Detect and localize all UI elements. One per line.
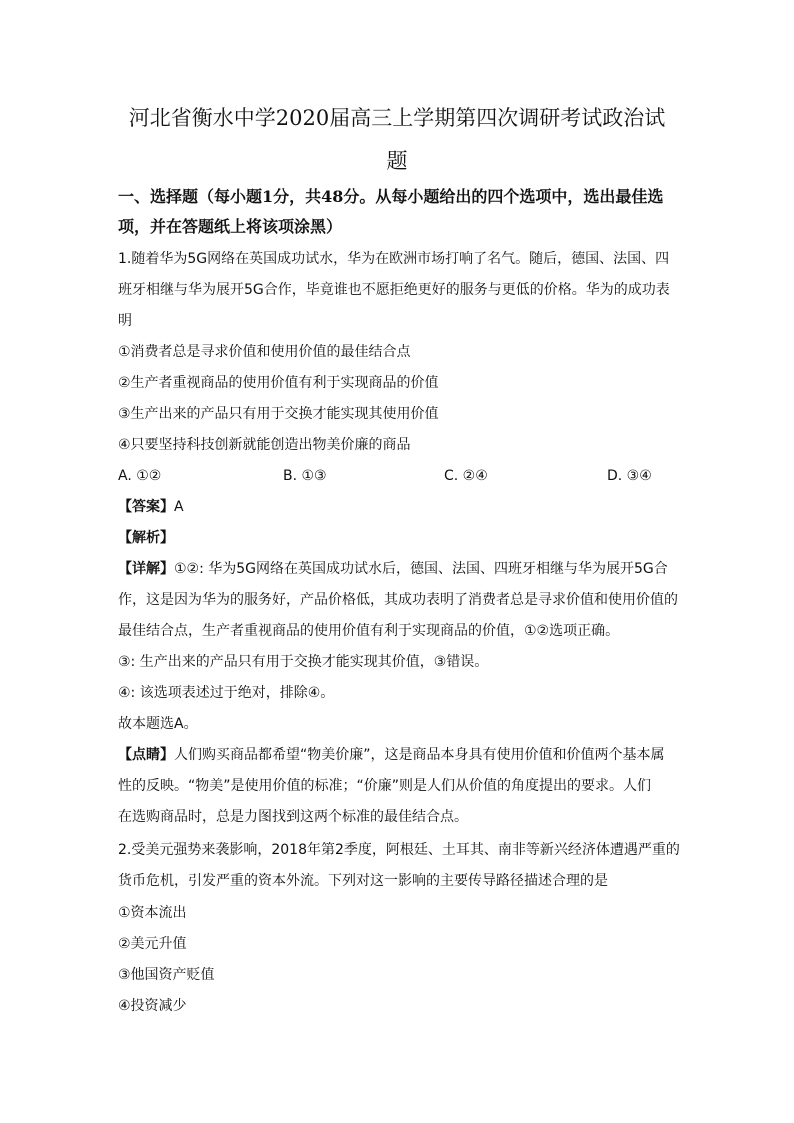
q1-option-c: C. ②④ (444, 468, 488, 484)
detail-label: 【详解】 (118, 561, 174, 577)
q1-stem-line-2: 班牙相继与华为展开5G合作，毕竟谁也不愿拒绝更好的服务与更低的价格。华为的成功表 (118, 282, 670, 298)
tip-label: 【点睛】 (118, 747, 174, 763)
q1-detail-line-6: 故本题选A。 (118, 716, 198, 732)
q1-stem-line-3: 明 (118, 313, 132, 329)
q1-item-4: ④只要坚持科技创新就能创造出物美价廉的商品 (118, 437, 411, 453)
q2-stem-line-1: 2.受美元强势来袭影响，2018年第2季度，阿根廷、土耳其、南非等新兴经济体遭遇严重的 (118, 842, 680, 858)
q1-item-1: ①消费者总是寻求价值和使用价值的最佳结合点 (118, 344, 411, 360)
q1-tip-line-3: 在选购商品时，总是力图找到这两个标准的最佳结合点。 (118, 809, 468, 825)
q1-analysis (118, 528, 174, 548)
section-heading-line-2: 项，并在答题纸上将该项涂黑） (118, 217, 343, 236)
q1-detail-line-3: 最佳结合点，生产者重视商品的使用价值有利于实现商品的价值，①②选项正确。 (118, 623, 620, 639)
q1-item-2: ②生产者重视商品的使用价值有利于实现商品的价值 (118, 375, 439, 391)
q1-option-d: D. ③④ (607, 468, 652, 484)
section-heading-line-1: 一、选择题（每小题1分，共48分。从每小题给出的四个选项中，选出最佳选 (118, 187, 664, 206)
q1-answer (118, 497, 184, 517)
exam-title-line-2: 题 (386, 149, 408, 173)
answer-value: A (174, 499, 184, 515)
tip-text-1: 人们购买商品都希望“物美价廉”，这是商品本身具有使用价值和价值两个基本属 (174, 747, 665, 763)
detail-text-1: ①②: 华为5G网络在英国成功试水后，德国、法国、四班牙相继与华为展开5G合 (174, 561, 668, 577)
q1-detail-line-1 (118, 559, 668, 579)
q2-item-4: ④投资减少 (118, 998, 187, 1014)
q2-item-3: ③他国资产贬值 (118, 967, 215, 983)
exam-title-line-1: 河北省衡水中学2020届高三上学期第四次调研考试政治试 (128, 106, 666, 130)
q1-tip-line-2: 性的反映。“物美”是使用价值的标准；“价廉”则是人们从价值的角度提出的要求。人们 (118, 778, 652, 794)
q2-stem-line-2: 货币危机，引发严重的资本外流。下列对这一影响的主要传导路径描述合理的是 (118, 873, 608, 889)
q2-item-1: ①资本流出 (118, 905, 187, 921)
q1-item-3: ③生产出来的产品只有用于交换才能实现其使用价值 (118, 406, 439, 422)
q1-detail-line-5: ④: 该选项表述过于绝对，排除④。 (118, 685, 335, 701)
q1-option-b: B. ①③ (283, 468, 327, 484)
q2-item-2: ②美元升值 (118, 936, 187, 952)
q1-stem-line-1: 1.随着华为5G网络在英国成功试水，华为在欧洲市场打响了名气。随后，德国、法国、四 (118, 251, 670, 267)
analysis-label: 【解析】 (118, 530, 174, 546)
q1-option-a: A. ①② (118, 468, 162, 484)
q1-detail-line-2: 作，这是因为华为的服务好，产品价格低，其成功表明了消费者总是寻求价值和使用价值的 (118, 592, 678, 608)
q1-detail-line-4: ③: 生产出来的产品只有用于交换才能实现其价值，③错误。 (118, 654, 489, 670)
answer-label: 【答案】 (118, 499, 174, 515)
q1-tip-line-1 (118, 745, 665, 765)
